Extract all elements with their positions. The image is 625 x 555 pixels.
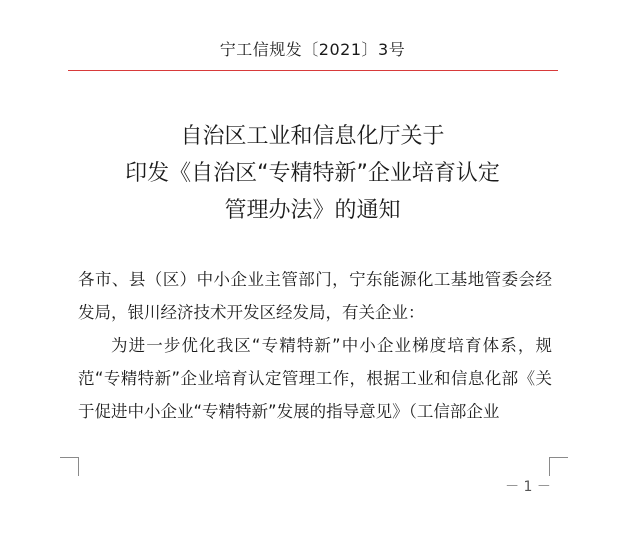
title-line-1: 自治区工业和信息化厅关于 — [180, 124, 445, 149]
document-number: 宁工信规发〔2021〕3号 — [219, 40, 406, 59]
red-separator-line — [68, 70, 558, 71]
body-paragraph: 为进一步优化我区“专精特新”中小企业梯度培育体系，规范“专精特新”企业培育认定管理工作，根据工业和信息化部《关于促进中小企业“专精特新”发展的指导意见》（工信部企业 — [78, 336, 552, 421]
title-line-3: 管理办法》的通知 — [224, 198, 401, 223]
title-line-2: 印发《自治区“专精特新”企业培育认定 — [125, 161, 500, 186]
crop-mark-right — [549, 457, 568, 476]
document-title — [0, 118, 625, 229]
crop-mark-left — [60, 457, 79, 476]
document-body — [78, 263, 552, 428]
addressee-paragraph: 各市、县（区）中小企业主管部门，宁东能源化工基地管委会经发局，银川经济技术开发区经发局，有关企业： — [78, 270, 552, 322]
page-number: － 1 － — [505, 479, 551, 495]
